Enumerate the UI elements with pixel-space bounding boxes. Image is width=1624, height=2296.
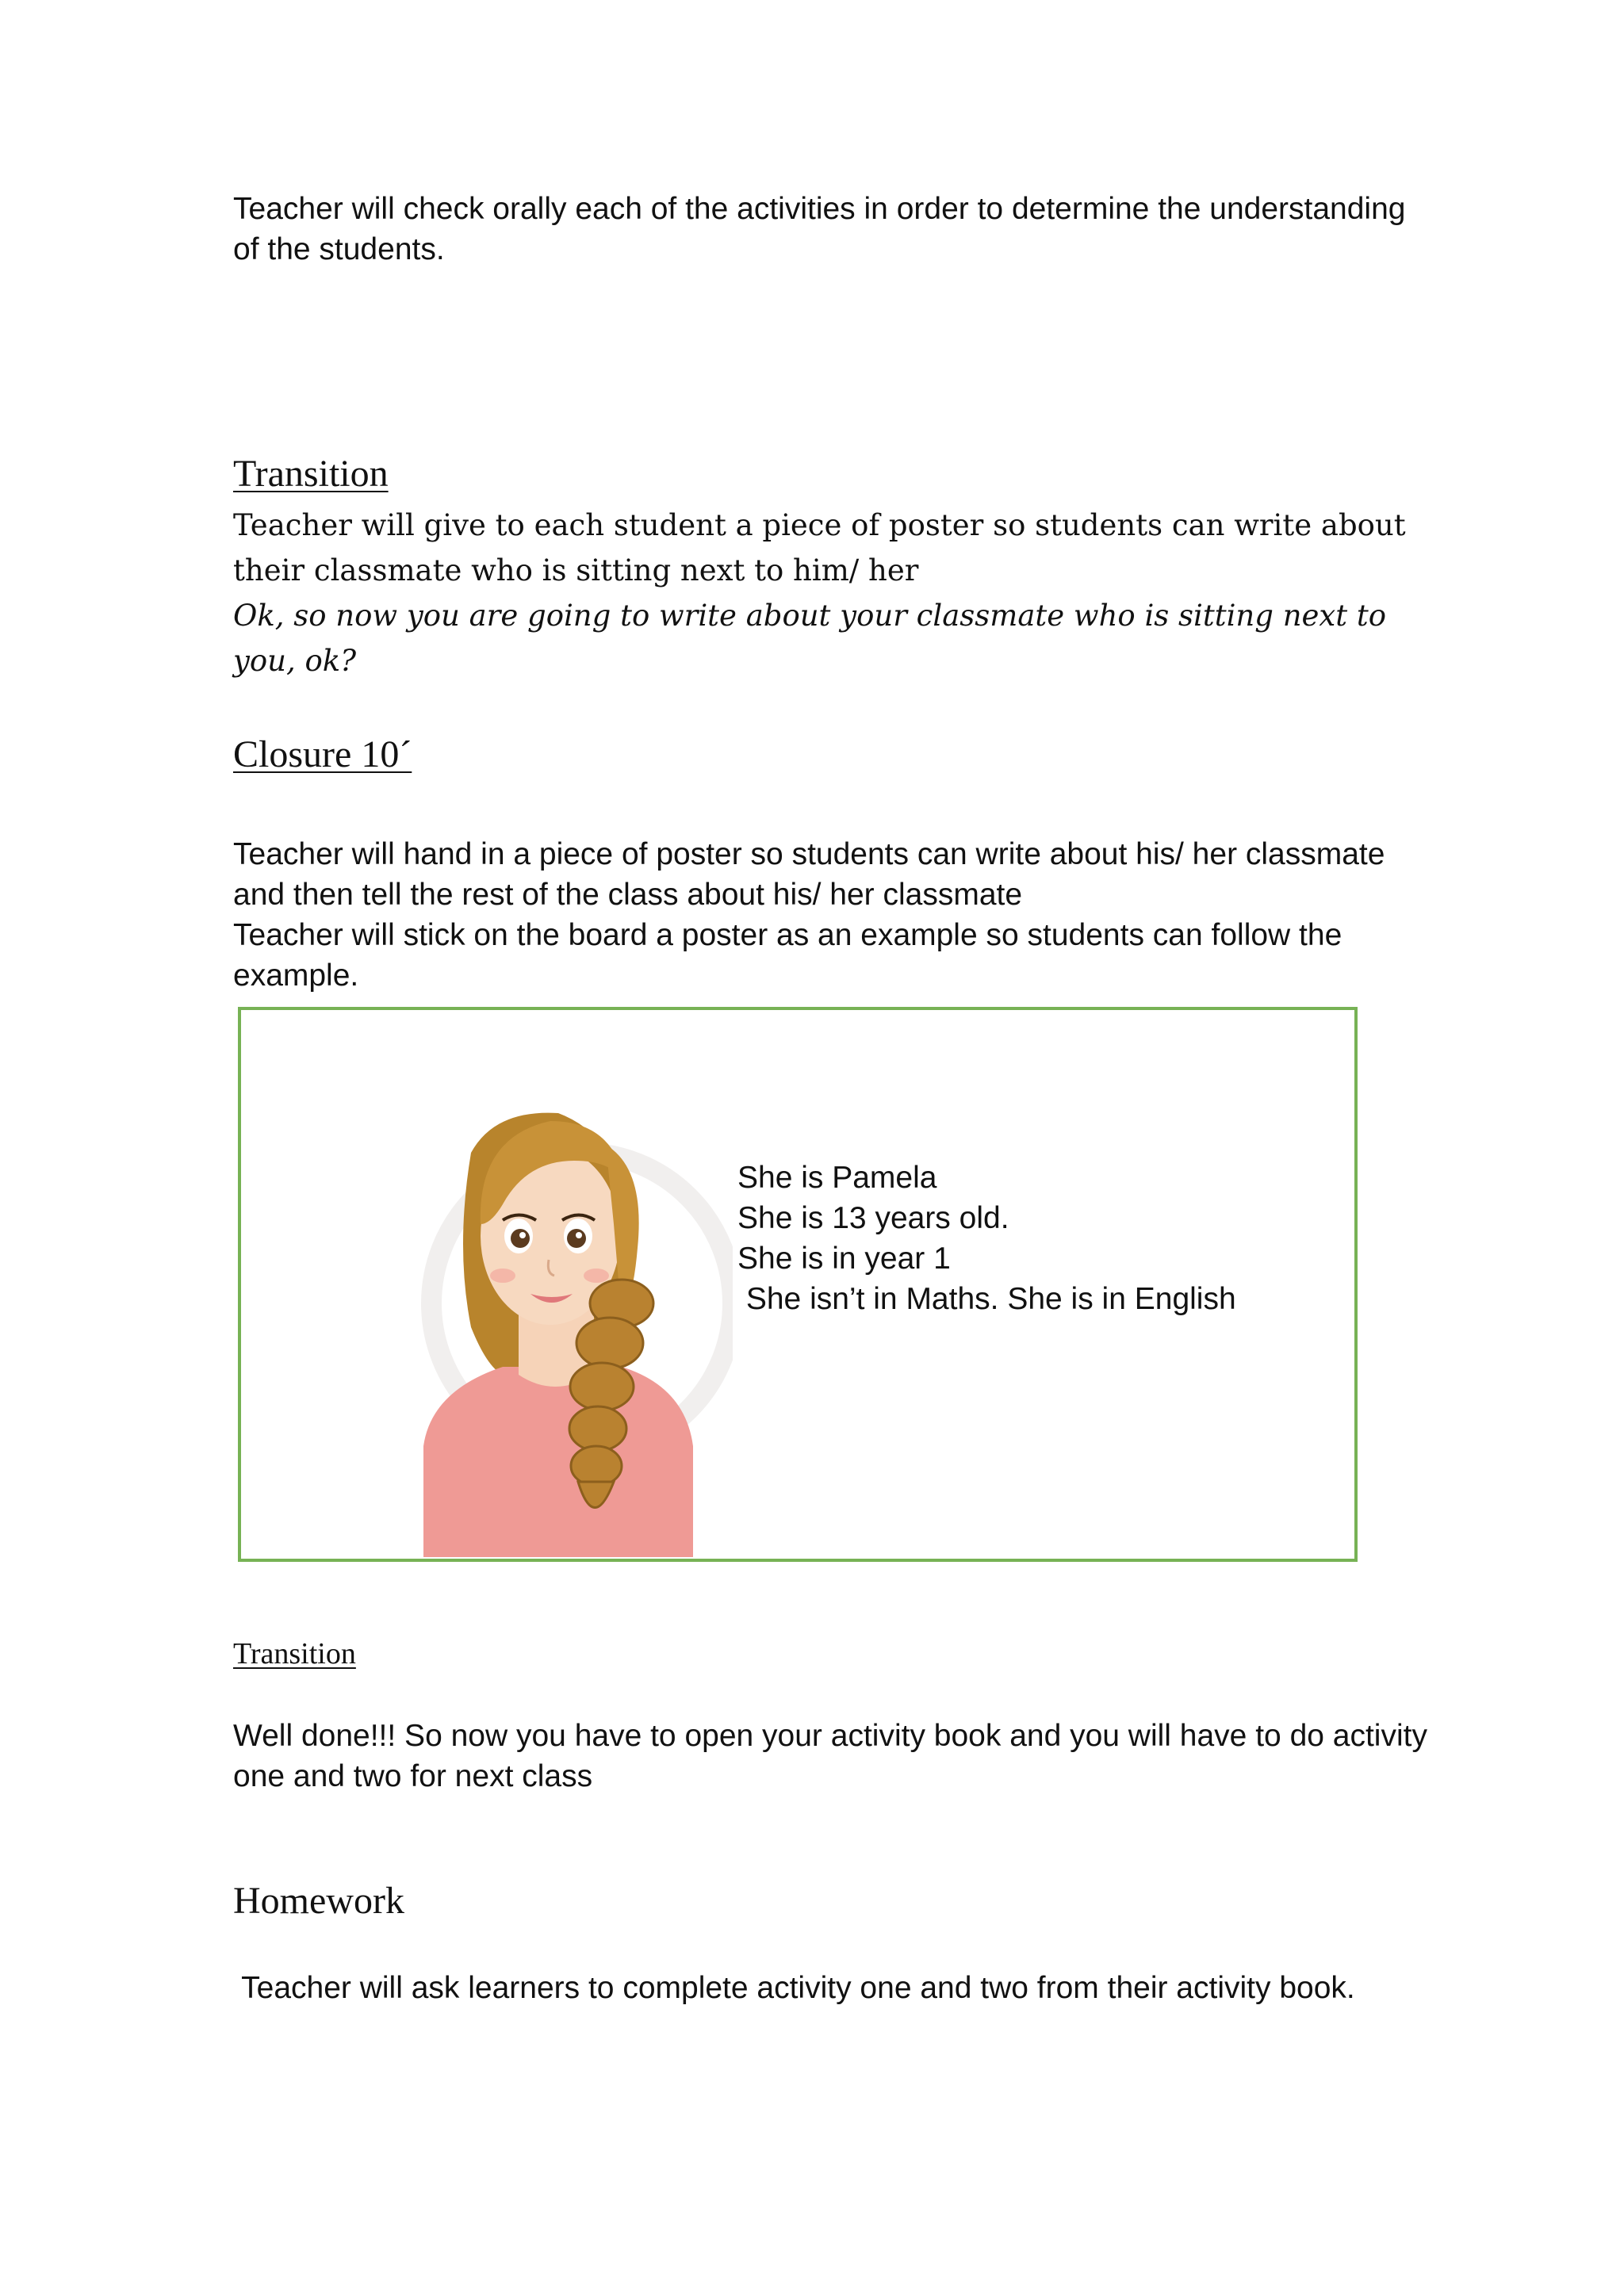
- poster-line-4: She isn’t in Maths. She is in English: [737, 1282, 1236, 1316]
- girl-illustration: [384, 1066, 733, 1557]
- poster-example: [238, 1007, 1358, 1562]
- transition-2-paragraph: [233, 1716, 1446, 1797]
- transition-heading: Transition: [233, 453, 389, 495]
- homework-heading: Homework: [233, 1880, 404, 1922]
- transition-paragraph: [233, 503, 1438, 683]
- closure-line-2: and then tell the rest of the class about his/ her classmate: [233, 878, 1023, 912]
- intro-paragraph: [233, 189, 1423, 270]
- transition-quote: Ok, so now you are going to write about your classmate who is sitting next to you, ok?: [233, 599, 1387, 678]
- closure-paragraph: [233, 834, 1438, 996]
- intro-line-2: of the students.: [233, 232, 445, 266]
- closure-line-1: Teacher will hand in a piece of poster so students can write about his/ her classmate: [233, 837, 1385, 871]
- homework-line: Teacher will ask learners to complete activity one and two from their activity book.: [233, 1971, 1355, 2005]
- poster-line-1: She is Pamela: [737, 1161, 937, 1195]
- poster-line-2: She is 13 years old.: [737, 1201, 1009, 1235]
- closure-line-3: Teacher will stick on the board a poster as an example so students can follow the: [233, 918, 1342, 952]
- closure-line-4: example.: [233, 959, 359, 993]
- transition-line-1: Teacher will give to each student a piece of poster so students can write about: [233, 508, 1406, 542]
- intro-line-1: Teacher will check orally each of the activities in order to determine the understanding: [233, 192, 1406, 226]
- closure-heading: Closure 10´: [233, 733, 412, 775]
- poster-line-3: She is in year 1: [737, 1242, 951, 1276]
- poster-text: [737, 1158, 1236, 1319]
- transition-2-line-1: Well done!!! So now you have to open your activity book and you will have to do activity: [233, 1719, 1427, 1753]
- transition-line-2: their classmate who is sitting next to him/ her: [233, 553, 919, 587]
- transition-2-heading: Transition: [233, 1637, 356, 1670]
- transition-2-line-2: one and two for next class: [233, 1759, 593, 1793]
